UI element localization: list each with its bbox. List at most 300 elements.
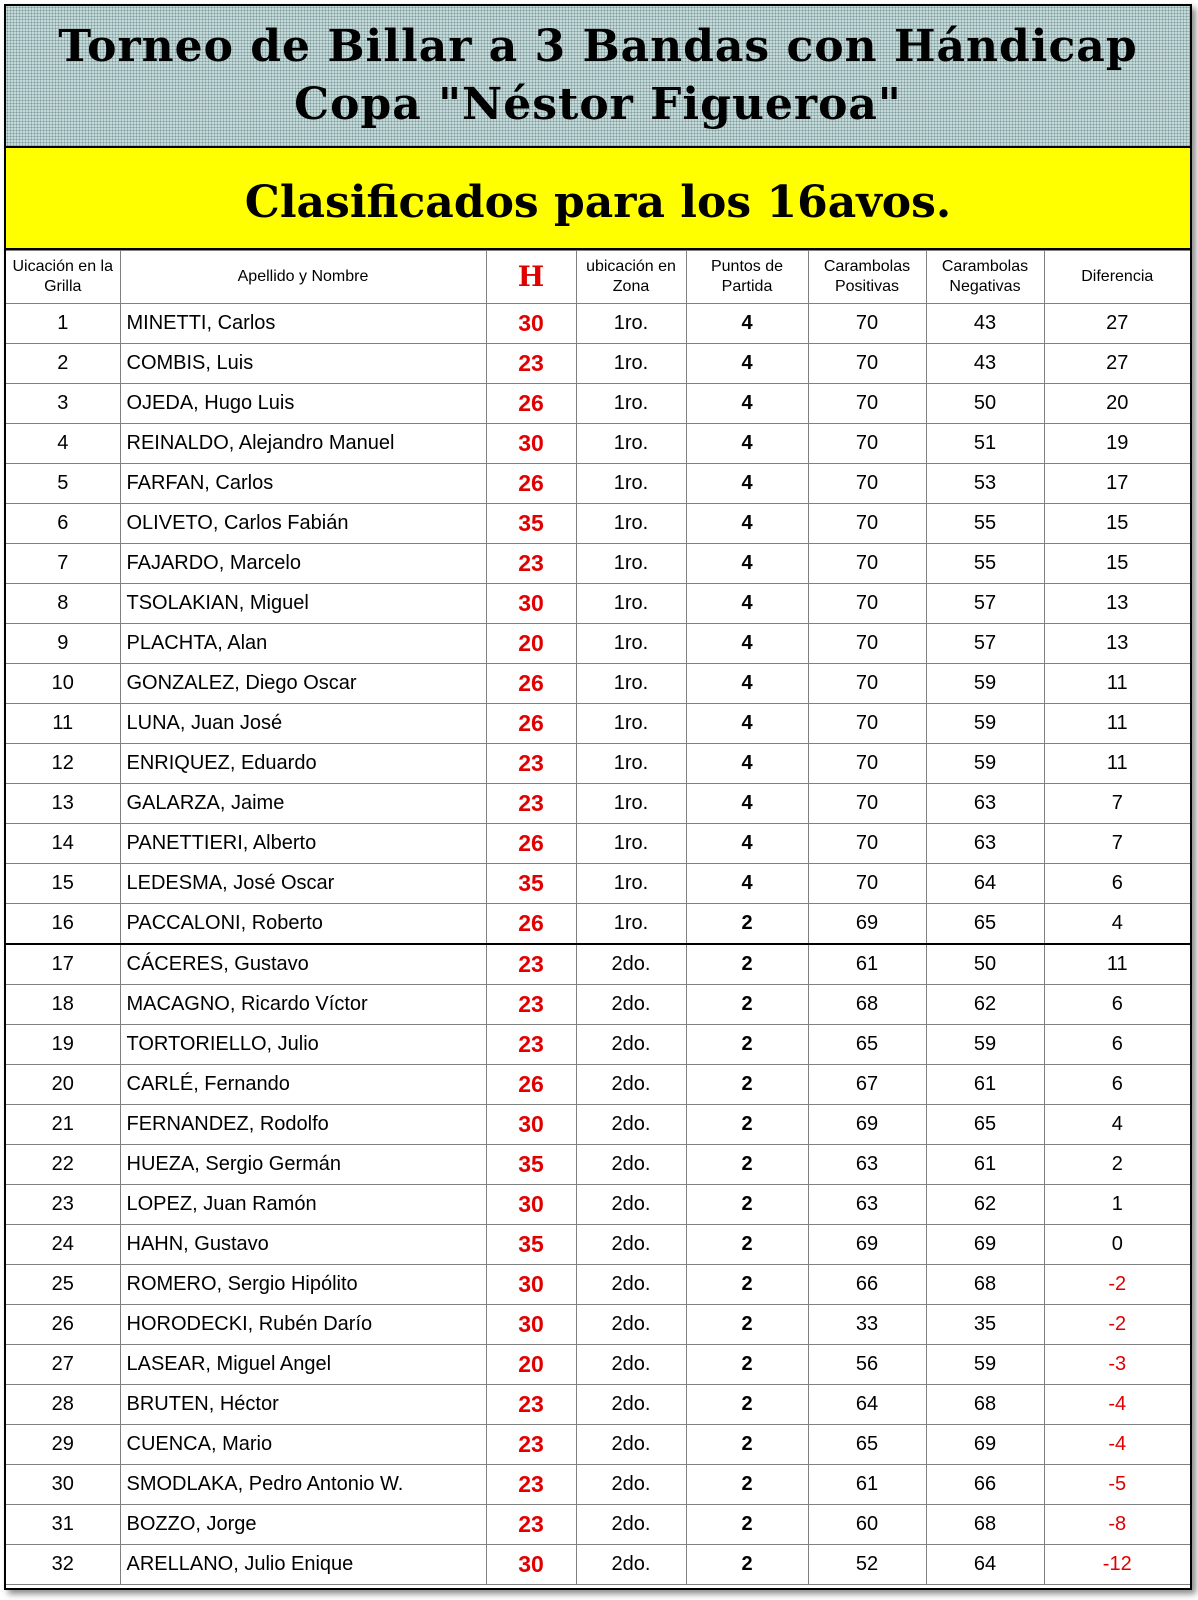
- points-cell: 2: [686, 1545, 808, 1585]
- player-name-cell: PLACHTA, Alan: [120, 624, 486, 664]
- points-cell: 2: [686, 1505, 808, 1545]
- zone-position-cell: 1ro.: [576, 424, 686, 464]
- points-cell: 4: [686, 784, 808, 824]
- negative-caroms-cell: 59: [926, 744, 1044, 784]
- negative-caroms-cell: 64: [926, 864, 1044, 904]
- table-row: [6, 704, 1190, 744]
- handicap-cell: 30: [486, 1545, 576, 1585]
- negative-caroms-cell: 61: [926, 1145, 1044, 1185]
- zone-position-cell: 2do.: [576, 1265, 686, 1305]
- cup-title: Copa "Néstor Figueroa": [294, 79, 902, 130]
- handicap-cell: 35: [486, 864, 576, 904]
- points-cell: 2: [686, 1065, 808, 1105]
- points-cell: 4: [686, 344, 808, 384]
- tournament-title: Torneo de Billar a 3 Bandas con Hándicap: [58, 21, 1138, 72]
- grid-position-cell: 14: [6, 824, 120, 864]
- difference-cell: 2: [1044, 1145, 1190, 1185]
- negative-caroms-cell: 55: [926, 504, 1044, 544]
- table-row: [6, 824, 1190, 864]
- player-name-cell: BRUTEN, Héctor: [120, 1385, 486, 1425]
- handicap-cell: 30: [486, 584, 576, 624]
- points-cell: 4: [686, 744, 808, 784]
- handicap-cell: 26: [486, 904, 576, 945]
- zone-position-cell: 2do.: [576, 1025, 686, 1065]
- negative-caroms-cell: 68: [926, 1505, 1044, 1545]
- player-name-cell: HORODECKI, Rubén Darío: [120, 1305, 486, 1345]
- table-row: [6, 1025, 1190, 1065]
- positive-caroms-cell: 69: [808, 904, 926, 945]
- negative-caroms-cell: 57: [926, 584, 1044, 624]
- grid-position-cell: 7: [6, 544, 120, 584]
- difference-cell: 7: [1044, 784, 1190, 824]
- handicap-cell: 30: [486, 1185, 576, 1225]
- positive-caroms-cell: 68: [808, 985, 926, 1025]
- player-name-cell: LEDESMA, José Oscar: [120, 864, 486, 904]
- zone-position-cell: 1ro.: [576, 664, 686, 704]
- grid-position-cell: 6: [6, 504, 120, 544]
- difference-cell: 6: [1044, 1065, 1190, 1105]
- positive-caroms-cell: 70: [808, 864, 926, 904]
- player-name-cell: FERNANDEZ, Rodolfo: [120, 1105, 486, 1145]
- handicap-cell: 20: [486, 624, 576, 664]
- negative-caroms-cell: 43: [926, 344, 1044, 384]
- player-name-cell: FARFAN, Carlos: [120, 464, 486, 504]
- table-row: [6, 344, 1190, 384]
- positive-caroms-cell: 63: [808, 1185, 926, 1225]
- negative-caroms-cell: 50: [926, 384, 1044, 424]
- player-name-cell: LASEAR, Miguel Angel: [120, 1345, 486, 1385]
- table-row: [6, 1265, 1190, 1305]
- positive-caroms-cell: 64: [808, 1385, 926, 1425]
- positive-caroms-cell: 66: [808, 1265, 926, 1305]
- table-row: [6, 1385, 1190, 1425]
- handicap-cell: 23: [486, 1425, 576, 1465]
- table-row: [6, 1425, 1190, 1465]
- difference-cell: 27: [1044, 304, 1190, 344]
- difference-cell: 4: [1044, 904, 1190, 945]
- handicap-cell: 23: [486, 1025, 576, 1065]
- col-header-points: Puntos de Partida: [686, 251, 808, 304]
- difference-cell: -4: [1044, 1385, 1190, 1425]
- handicap-cell: 30: [486, 1105, 576, 1145]
- table-row: [6, 504, 1190, 544]
- positive-caroms-cell: 70: [808, 344, 926, 384]
- table-row: [6, 1545, 1190, 1585]
- points-cell: 2: [686, 1465, 808, 1505]
- positive-caroms-cell: 70: [808, 664, 926, 704]
- difference-cell: 11: [1044, 944, 1190, 985]
- qualified-subtitle: Clasificados para los 16avos.: [244, 176, 952, 228]
- player-name-cell: TSOLAKIAN, Miguel: [120, 584, 486, 624]
- difference-cell: 15: [1044, 504, 1190, 544]
- handicap-cell: 26: [486, 1065, 576, 1105]
- negative-caroms-cell: 62: [926, 985, 1044, 1025]
- handicap-cell: 23: [486, 344, 576, 384]
- grid-position-cell: 16: [6, 904, 120, 945]
- player-name-cell: ENRIQUEZ, Eduardo: [120, 744, 486, 784]
- zone-position-cell: 1ro.: [576, 384, 686, 424]
- points-cell: 2: [686, 944, 808, 985]
- points-cell: 4: [686, 504, 808, 544]
- player-name-cell: REINALDO, Alejandro Manuel: [120, 424, 486, 464]
- handicap-cell: 23: [486, 985, 576, 1025]
- difference-cell: -12: [1044, 1545, 1190, 1585]
- handicap-cell: 23: [486, 784, 576, 824]
- col-header-positive-caroms: Carambolas Positivas: [808, 251, 926, 304]
- player-name-cell: PANETTIERI, Alberto: [120, 824, 486, 864]
- difference-cell: 11: [1044, 704, 1190, 744]
- grid-position-cell: 9: [6, 624, 120, 664]
- negative-caroms-cell: 59: [926, 704, 1044, 744]
- player-name-cell: TORTORIELLO, Julio: [120, 1025, 486, 1065]
- player-name-cell: FAJARDO, Marcelo: [120, 544, 486, 584]
- points-cell: 2: [686, 1385, 808, 1425]
- points-cell: 4: [686, 864, 808, 904]
- col-header-difference: Diferencia: [1044, 251, 1190, 304]
- table-row: [6, 384, 1190, 424]
- player-name-cell: PACCALONI, Roberto: [120, 904, 486, 945]
- positive-caroms-cell: 65: [808, 1425, 926, 1465]
- negative-caroms-cell: 69: [926, 1225, 1044, 1265]
- grid-position-cell: 31: [6, 1505, 120, 1545]
- col-header-handicap: H: [486, 251, 576, 304]
- negative-caroms-cell: 65: [926, 1105, 1044, 1145]
- grid-position-cell: 1: [6, 304, 120, 344]
- table-row: [6, 304, 1190, 344]
- table-row: [6, 1145, 1190, 1185]
- negative-caroms-cell: 59: [926, 664, 1044, 704]
- zone-position-cell: 1ro.: [576, 344, 686, 384]
- table-row: [6, 1065, 1190, 1105]
- zone-position-cell: 1ro.: [576, 584, 686, 624]
- handicap-cell: 23: [486, 544, 576, 584]
- points-cell: 4: [686, 304, 808, 344]
- zone-position-cell: 2do.: [576, 1425, 686, 1465]
- positive-caroms-cell: 60: [808, 1505, 926, 1545]
- positive-caroms-cell: 33: [808, 1305, 926, 1345]
- zone-position-cell: 2do.: [576, 1345, 686, 1385]
- col-header-zone-position: ubicación en Zona: [576, 251, 686, 304]
- points-cell: 2: [686, 1105, 808, 1145]
- points-cell: 2: [686, 985, 808, 1025]
- zone-position-cell: 2do.: [576, 944, 686, 985]
- difference-cell: 6: [1044, 864, 1190, 904]
- positive-caroms-cell: 67: [808, 1065, 926, 1105]
- negative-caroms-cell: 68: [926, 1385, 1044, 1425]
- table-row: [6, 664, 1190, 704]
- table-row: [6, 784, 1190, 824]
- points-cell: 4: [686, 624, 808, 664]
- grid-position-cell: 20: [6, 1065, 120, 1105]
- handicap-cell: 23: [486, 1465, 576, 1505]
- negative-caroms-cell: 63: [926, 824, 1044, 864]
- positive-caroms-cell: 65: [808, 1025, 926, 1065]
- difference-cell: 4: [1044, 1105, 1190, 1145]
- difference-cell: 20: [1044, 384, 1190, 424]
- grid-position-cell: 25: [6, 1265, 120, 1305]
- grid-position-cell: 5: [6, 464, 120, 504]
- grid-position-cell: 27: [6, 1345, 120, 1385]
- difference-cell: 17: [1044, 464, 1190, 504]
- negative-caroms-cell: 66: [926, 1465, 1044, 1505]
- table-row: [6, 1105, 1190, 1145]
- zone-position-cell: 1ro.: [576, 464, 686, 504]
- positive-caroms-cell: 70: [808, 584, 926, 624]
- player-name-cell: CÁCERES, Gustavo: [120, 944, 486, 985]
- player-name-cell: BOZZO, Jorge: [120, 1505, 486, 1545]
- negative-caroms-cell: 50: [926, 944, 1044, 985]
- difference-cell: 6: [1044, 985, 1190, 1025]
- difference-cell: 11: [1044, 664, 1190, 704]
- positive-caroms-cell: 70: [808, 424, 926, 464]
- grid-position-cell: 19: [6, 1025, 120, 1065]
- positive-caroms-cell: 70: [808, 624, 926, 664]
- difference-cell: 19: [1044, 424, 1190, 464]
- points-cell: 2: [686, 1225, 808, 1265]
- handicap-cell: 23: [486, 944, 576, 985]
- grid-position-cell: 2: [6, 344, 120, 384]
- zone-position-cell: 1ro.: [576, 624, 686, 664]
- handicap-cell: 35: [486, 1145, 576, 1185]
- table-row: [6, 1345, 1190, 1385]
- grid-position-cell: 8: [6, 584, 120, 624]
- grid-position-cell: 29: [6, 1425, 120, 1465]
- table-row: [6, 424, 1190, 464]
- points-cell: 2: [686, 1345, 808, 1385]
- difference-cell: 27: [1044, 344, 1190, 384]
- grid-position-cell: 10: [6, 664, 120, 704]
- negative-caroms-cell: 55: [926, 544, 1044, 584]
- positive-caroms-cell: 70: [808, 464, 926, 504]
- player-name-cell: GONZALEZ, Diego Oscar: [120, 664, 486, 704]
- zone-position-cell: 2do.: [576, 1105, 686, 1145]
- difference-cell: 15: [1044, 544, 1190, 584]
- handicap-cell: 26: [486, 464, 576, 504]
- zone-position-cell: 1ro.: [576, 824, 686, 864]
- table-row: [6, 624, 1190, 664]
- negative-caroms-cell: 51: [926, 424, 1044, 464]
- positive-caroms-cell: 56: [808, 1345, 926, 1385]
- col-header-name: Apellido y Nombre: [120, 251, 486, 304]
- zone-position-cell: 2do.: [576, 1385, 686, 1425]
- points-cell: 4: [686, 544, 808, 584]
- difference-cell: 1: [1044, 1185, 1190, 1225]
- negative-caroms-cell: 63: [926, 784, 1044, 824]
- zone-position-cell: 1ro.: [576, 784, 686, 824]
- difference-cell: -4: [1044, 1425, 1190, 1465]
- player-name-cell: CARLÉ, Fernando: [120, 1065, 486, 1105]
- positive-caroms-cell: 63: [808, 1145, 926, 1185]
- player-name-cell: MACAGNO, Ricardo Víctor: [120, 985, 486, 1025]
- player-name-cell: COMBIS, Luis: [120, 344, 486, 384]
- positive-caroms-cell: 70: [808, 704, 926, 744]
- handicap-cell: 26: [486, 664, 576, 704]
- zone-position-cell: 2do.: [576, 1185, 686, 1225]
- points-cell: 2: [686, 904, 808, 945]
- negative-caroms-cell: 69: [926, 1425, 1044, 1465]
- zone-position-cell: 2do.: [576, 1065, 686, 1105]
- zone-position-cell: 2do.: [576, 1545, 686, 1585]
- standings-table: [6, 250, 1190, 1585]
- difference-cell: 6: [1044, 1025, 1190, 1065]
- player-name-cell: ROMERO, Sergio Hipólito: [120, 1265, 486, 1305]
- positive-caroms-cell: 52: [808, 1545, 926, 1585]
- points-cell: 2: [686, 1305, 808, 1345]
- negative-caroms-cell: 68: [926, 1265, 1044, 1305]
- positive-caroms-cell: 70: [808, 384, 926, 424]
- player-name-cell: HUEZA, Sergio Germán: [120, 1145, 486, 1185]
- handicap-cell: 30: [486, 424, 576, 464]
- positive-caroms-cell: 70: [808, 304, 926, 344]
- difference-cell: 13: [1044, 624, 1190, 664]
- grid-position-cell: 4: [6, 424, 120, 464]
- negative-caroms-cell: 57: [926, 624, 1044, 664]
- difference-cell: 0: [1044, 1225, 1190, 1265]
- handicap-cell: 23: [486, 744, 576, 784]
- player-name-cell: OJEDA, Hugo Luis: [120, 384, 486, 424]
- negative-caroms-cell: 35: [926, 1305, 1044, 1345]
- positive-caroms-cell: 70: [808, 784, 926, 824]
- negative-caroms-cell: 43: [926, 304, 1044, 344]
- table-row: [6, 544, 1190, 584]
- zone-position-cell: 2do.: [576, 1505, 686, 1545]
- points-cell: 4: [686, 464, 808, 504]
- col-header-grid-position: Uicación en la Grilla: [6, 251, 120, 304]
- negative-caroms-cell: 64: [926, 1545, 1044, 1585]
- zone-position-cell: 1ro.: [576, 904, 686, 945]
- grid-position-cell: 21: [6, 1105, 120, 1145]
- zone-position-cell: 1ro.: [576, 504, 686, 544]
- zone-position-cell: 2do.: [576, 1465, 686, 1505]
- standings-sheet: [4, 4, 1192, 1590]
- handicap-cell: 30: [486, 304, 576, 344]
- table-row: [6, 584, 1190, 624]
- difference-cell: -2: [1044, 1305, 1190, 1345]
- grid-position-cell: 26: [6, 1305, 120, 1345]
- grid-position-cell: 11: [6, 704, 120, 744]
- zone-position-cell: 1ro.: [576, 304, 686, 344]
- positive-caroms-cell: 70: [808, 744, 926, 784]
- player-name-cell: GALARZA, Jaime: [120, 784, 486, 824]
- zone-position-cell: 1ro.: [576, 744, 686, 784]
- table-row: [6, 944, 1190, 985]
- table-row: [6, 864, 1190, 904]
- table-row: [6, 744, 1190, 784]
- points-cell: 2: [686, 1265, 808, 1305]
- points-cell: 2: [686, 1025, 808, 1065]
- positive-caroms-cell: 70: [808, 544, 926, 584]
- standings-rows: [6, 304, 1190, 1585]
- zone-position-cell: 1ro.: [576, 544, 686, 584]
- player-name-cell: CUENCA, Mario: [120, 1425, 486, 1465]
- positive-caroms-cell: 61: [808, 1465, 926, 1505]
- difference-cell: -2: [1044, 1265, 1190, 1305]
- points-cell: 4: [686, 664, 808, 704]
- difference-cell: 13: [1044, 584, 1190, 624]
- grid-position-cell: 28: [6, 1385, 120, 1425]
- handicap-cell: 26: [486, 704, 576, 744]
- grid-position-cell: 3: [6, 384, 120, 424]
- positive-caroms-cell: 69: [808, 1225, 926, 1265]
- table-row: [6, 1225, 1190, 1265]
- subtitle-banner: [6, 148, 1190, 250]
- points-cell: 4: [686, 384, 808, 424]
- handicap-cell: 26: [486, 384, 576, 424]
- positive-caroms-cell: 61: [808, 944, 926, 985]
- difference-cell: -5: [1044, 1465, 1190, 1505]
- points-cell: 4: [686, 824, 808, 864]
- zone-position-cell: 2do.: [576, 1305, 686, 1345]
- zone-position-cell: 2do.: [576, 985, 686, 1025]
- table-row: [6, 904, 1190, 945]
- grid-position-cell: 12: [6, 744, 120, 784]
- negative-caroms-cell: 65: [926, 904, 1044, 945]
- table-row: [6, 1305, 1190, 1345]
- grid-position-cell: 23: [6, 1185, 120, 1225]
- col-header-negative-caroms: Carambolas Negativas: [926, 251, 1044, 304]
- handicap-cell: 23: [486, 1385, 576, 1425]
- handicap-cell: 35: [486, 1225, 576, 1265]
- difference-cell: -3: [1044, 1345, 1190, 1385]
- grid-position-cell: 24: [6, 1225, 120, 1265]
- handicap-cell: 23: [486, 1505, 576, 1545]
- zone-position-cell: 1ro.: [576, 704, 686, 744]
- zone-position-cell: 1ro.: [576, 864, 686, 904]
- points-cell: 4: [686, 424, 808, 464]
- points-cell: 4: [686, 704, 808, 744]
- points-cell: 4: [686, 584, 808, 624]
- player-name-cell: OLIVETO, Carlos Fabián: [120, 504, 486, 544]
- positive-caroms-cell: 69: [808, 1105, 926, 1145]
- handicap-cell: 35: [486, 504, 576, 544]
- player-name-cell: MINETTI, Carlos: [120, 304, 486, 344]
- grid-position-cell: 17: [6, 944, 120, 985]
- handicap-cell: 30: [486, 1305, 576, 1345]
- negative-caroms-cell: 53: [926, 464, 1044, 504]
- player-name-cell: LUNA, Juan José: [120, 704, 486, 744]
- grid-position-cell: 30: [6, 1465, 120, 1505]
- points-cell: 2: [686, 1185, 808, 1225]
- player-name-cell: LOPEZ, Juan Ramón: [120, 1185, 486, 1225]
- positive-caroms-cell: 70: [808, 824, 926, 864]
- grid-position-cell: 15: [6, 864, 120, 904]
- table-row: [6, 1465, 1190, 1505]
- table-row: [6, 1185, 1190, 1225]
- negative-caroms-cell: 62: [926, 1185, 1044, 1225]
- player-name-cell: HAHN, Gustavo: [120, 1225, 486, 1265]
- difference-cell: 11: [1044, 744, 1190, 784]
- grid-position-cell: 13: [6, 784, 120, 824]
- title-banner: [6, 6, 1190, 148]
- grid-position-cell: 32: [6, 1545, 120, 1585]
- grid-position-cell: 18: [6, 985, 120, 1025]
- player-name-cell: ARELLANO, Julio Enique: [120, 1545, 486, 1585]
- table-header-row: [6, 251, 1190, 304]
- negative-caroms-cell: 61: [926, 1065, 1044, 1105]
- table-row: [6, 985, 1190, 1025]
- difference-cell: 7: [1044, 824, 1190, 864]
- handicap-cell: 20: [486, 1345, 576, 1385]
- zone-position-cell: 2do.: [576, 1225, 686, 1265]
- points-cell: 2: [686, 1425, 808, 1465]
- table-row: [6, 464, 1190, 504]
- difference-cell: -8: [1044, 1505, 1190, 1545]
- handicap-cell: 30: [486, 1265, 576, 1305]
- player-name-cell: SMODLAKA, Pedro Antonio W.: [120, 1465, 486, 1505]
- handicap-cell: 26: [486, 824, 576, 864]
- points-cell: 2: [686, 1145, 808, 1185]
- zone-position-cell: 2do.: [576, 1145, 686, 1185]
